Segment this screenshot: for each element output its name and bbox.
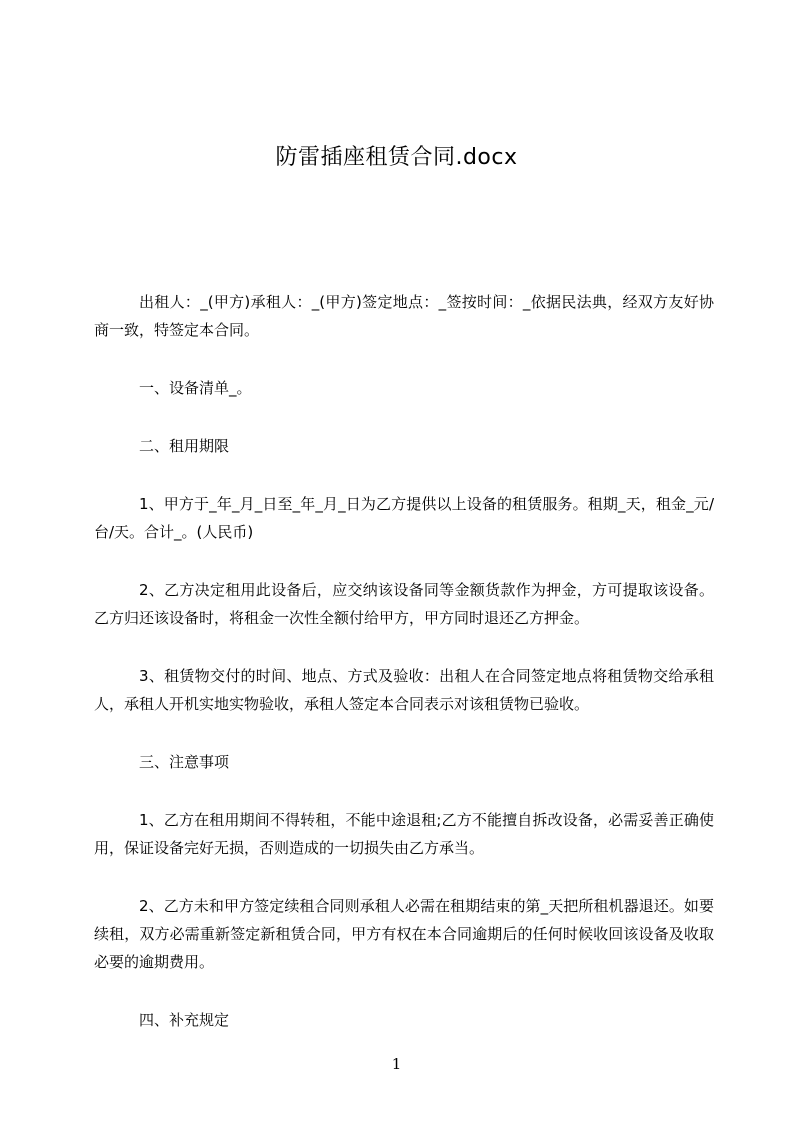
section-heading-supplementary: 四、补充规定 [139,1011,230,1029]
contract-body [94,288,714,1064]
intro-paragraph: 出租人：_(甲方)承租人：_(甲方)签定地点：_签按时间：_依据民法典，经双方友好协商一致，特签定本合同。 [94,293,714,339]
clause-3-2: 2、乙方未和甲方签定续租合同则承租人必需在租期结束的第_天把所租机器退还。如要续租，双方必需重新签定新租赁合同，甲方有权在本合同逾期后的任何时候收回该设备及收取必要的逾期费用。 [94,897,714,971]
clause-2-2: 2、乙方决定租用此设备后，应交纳该设备同等金额货款作为押金，方可提取该设备。乙方归还该设备时，将租金一次性全额付给甲方，甲方同时退还乙方押金。 [94,581,714,627]
clause-2-1: 1、甲方于_年_月_日至_年_月_日为乙方提供以上设备的租赁服务。租期_天，租金_元/台/天。合计_。(人民币) [94,495,714,541]
document-title: 防雷插座租赁合同.docx [275,145,518,170]
section-heading-equipment-list: 一、设备清单_。 [139,379,252,397]
page-number: 1 [391,1055,402,1073]
clause-2-3: 3、租赁物交付的时间、地点、方式及验收：出租人在合同签定地点将租赁物交给承租人，承租人开机实地实物验收，承租人签定本合同表示对该租赁物已验收。 [94,667,714,713]
section-heading-rental-term: 二、租用期限 [139,437,230,455]
section-heading-notes: 三、注意事项 [139,753,230,771]
clause-3-1: 1、乙方在租用期间不得转租，不能中途退租;乙方不能擅自拆改设备，必需妥善正确使用，保证设备完好无损，否则造成的一切损失由乙方承当。 [94,811,714,857]
